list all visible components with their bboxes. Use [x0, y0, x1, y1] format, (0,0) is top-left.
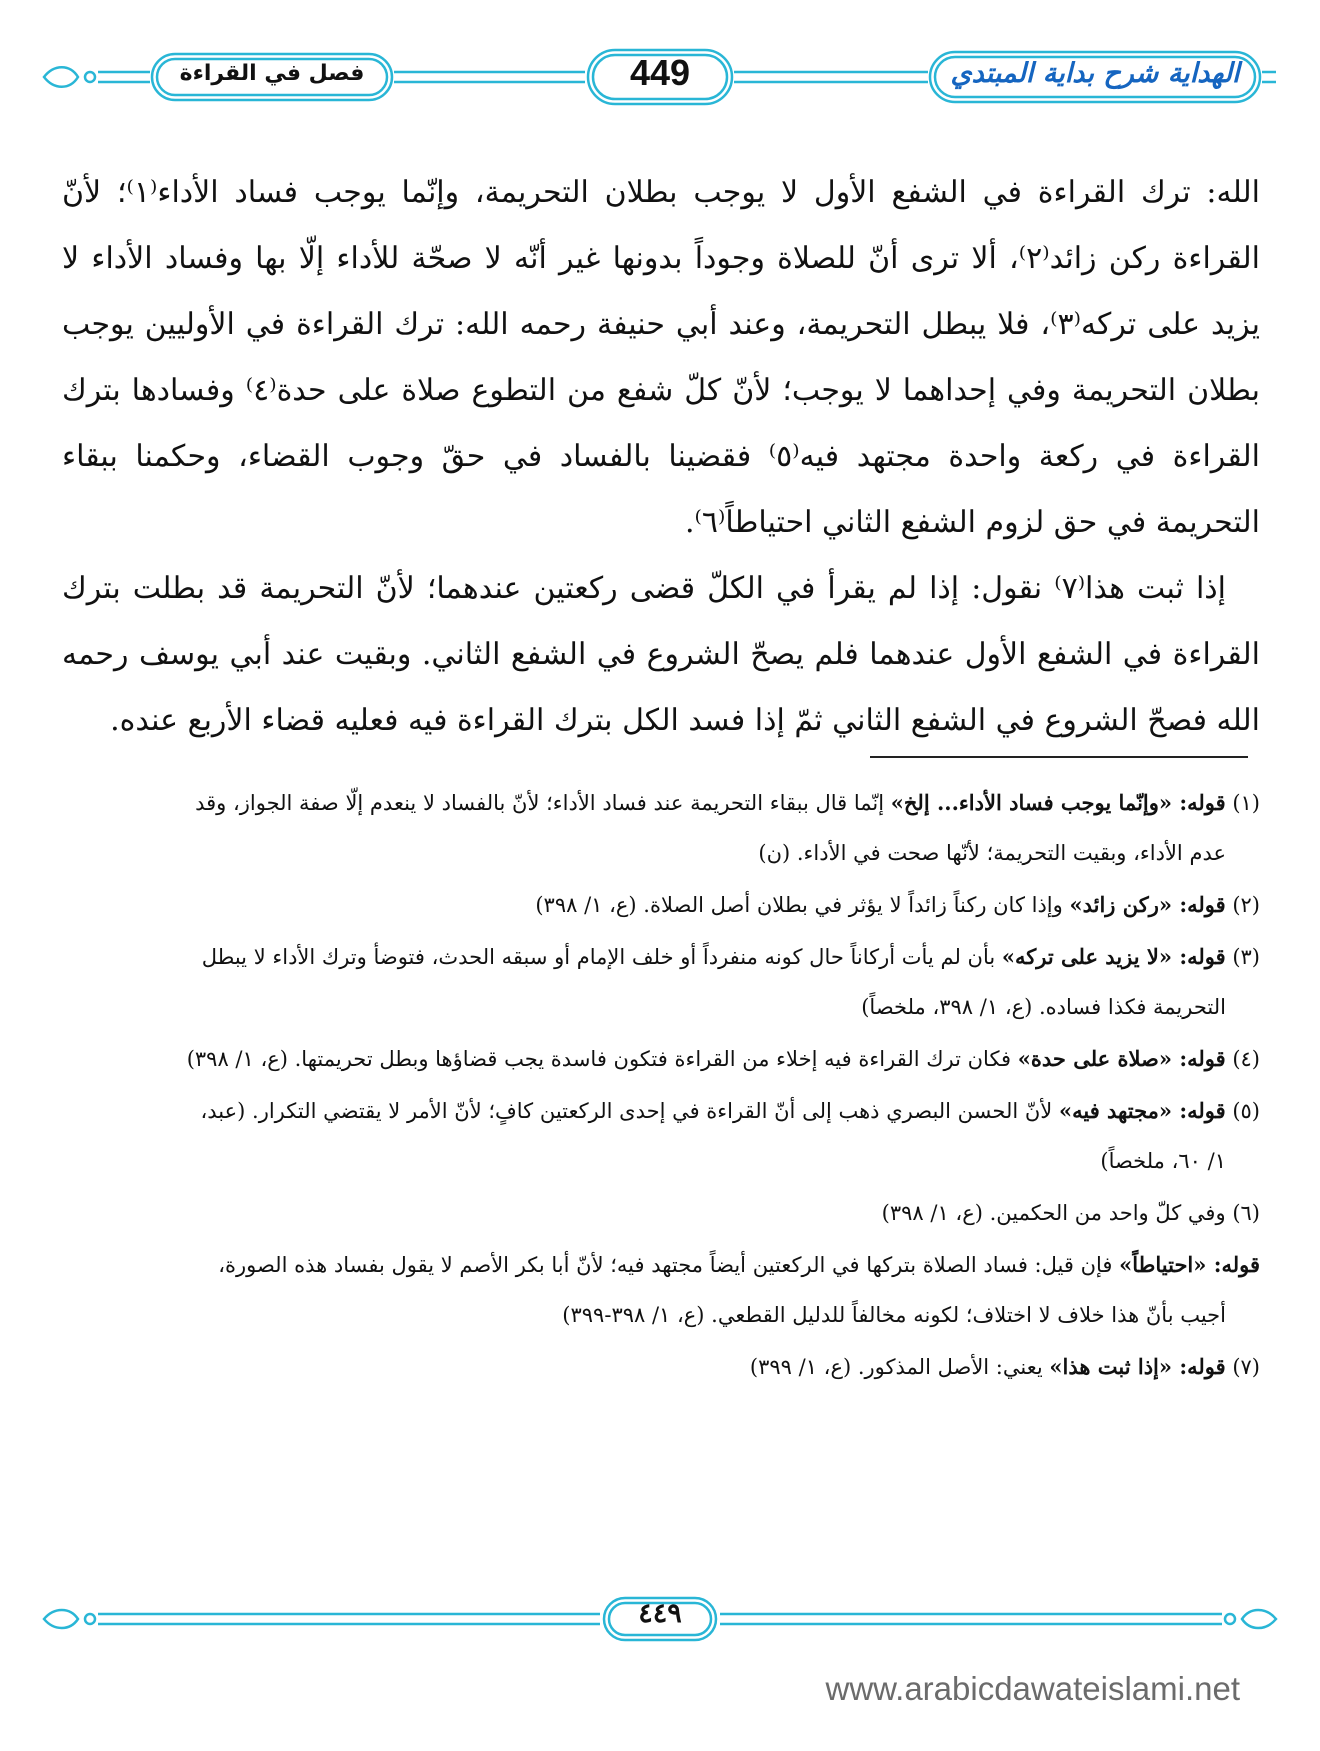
page-footer: [40, 1594, 1280, 1644]
footnote-continuation: أجيب بأنّ هذا خلاف لا اختلاف؛ لكونه مخالفاً للدليل القطعي. (ع، ١/ ٣٩٨-٣٩٩): [562, 1303, 1226, 1327]
footnote: [62, 1240, 1260, 1340]
footnote-separator: [870, 756, 1248, 758]
footnote-continuation: التحريمة فكذا فساده. (ع، ١/ ٣٩٨، ملخصاً): [861, 995, 1226, 1019]
footnote: [62, 1188, 1260, 1238]
footnote-number: (٤): [1232, 1047, 1260, 1071]
body-paragraph: إذا ثبت هذا⁽٧⁾ نقول: إذا لم يقرأ في الكلّ قضى ركعتين عندهما؛ لأنّ التحريمة قد بطلت بترك القراءة في الشفع الأول عندهما فلم يصحّ الشروع في الشفع الثاني. وبقيت عند أبي يوسف رحمه الله فصحّ الشروع في الشفع الثاني ثمّ إذا فسد الكل بترك القراءة فيه فعليه قضاء الأربع عنده.: [62, 571, 1260, 738]
footnote: [62, 880, 1260, 930]
footnote-text: وفي كلّ واحد من الحكمين. (ع، ١/ ٣٩٨): [881, 1201, 1226, 1225]
footnote-text: فإن قيل: فساد الصلاة بتركها في الركعتين أيضاً مجتهد فيه؛ لأنّ أبا بكر الأصم لا يقول بفساد هذه الصورة،: [218, 1253, 1113, 1277]
footer-page-number: ٤٤٩: [638, 1598, 682, 1629]
footnote-label: قوله: «ركن زائد»: [1069, 892, 1226, 917]
page-number: 449: [629, 52, 691, 93]
footnote-number: (٣): [1232, 945, 1260, 969]
footnote-number: (١): [1232, 791, 1260, 815]
body-paragraph: الله: ترك القراءة في الشفع الأول لا يوجب بطلان التحريمة، وإنّما يوجب فساد الأداء⁽١⁾؛ لأنّ القراءة ركن زائد⁽٢⁾، ألا ترى أنّ للصلاة وجوداً بدونها غير أنّه لا صحّة للأداء إلّا بها وفساد الأداء لا يزيد على تركه⁽٣⁾، فلا يبطل التحريمة، وعند أبي حنيفة رحمه الله: ترك القراءة في الأوليين يوجب بطلان التحريمة وفي إحداهما لا يوجب؛ لأنّ كلّ شفع من التطوع صلاة على حدة⁽٤⁾ وفسادها بترك القراءة في ركعة واحدة مجتهد فيه⁽٥⁾ فقضينا بالفساد في حقّ وجوب القضاء، وحكمنا ببقاء التحريمة في حق لزوم الشفع الثاني احتياطاً⁽٦⁾.: [62, 175, 1261, 540]
main-text: [62, 160, 1260, 754]
page-header: [40, 44, 1280, 110]
footnote: [62, 1034, 1260, 1084]
footnote-text: لأنّ الحسن البصري ذهب إلى أنّ القراءة في إحدى الركعتين كافٍ؛ لأنّ الأمر لا يقتضي التكرار. (عبد،: [200, 1099, 1053, 1123]
footnote: [62, 1086, 1260, 1186]
footnote-label: قوله: «مجتهد فيه»: [1058, 1098, 1226, 1123]
footnote: [62, 778, 1260, 878]
book-title: الهداية شرح بداية المبتدي: [950, 58, 1240, 89]
footnote-text: فكان ترك القراءة فيه إخلاء من القراءة فتكون فاسدة يجب قضاؤها وبطل تحريمتها. (ع، ١/ ٣٩٨): [186, 1047, 1012, 1071]
footnote-text: بأن لم يأت أركاناً حال كونه منفرداً أو خلف الإمام أو سبقه الحدث، فتوضأ وترك الأداء لا يبطل: [201, 945, 996, 969]
footnotes: [62, 776, 1260, 1394]
footnote-label: قوله: «لا يزيد على تركه»: [1001, 944, 1226, 969]
footnote-label: قوله: «احتياطاً»: [1119, 1252, 1260, 1277]
website-link[interactable]: www.arabicdawateislami.net: [825, 1670, 1240, 1707]
footnote-label: قوله: «إذا ثبت هذا»: [1049, 1354, 1226, 1379]
footnote-label: قوله: «صلاة على حدة»: [1017, 1046, 1226, 1071]
footnote-continuation: ١/ ٦٠، ملخصاً): [1100, 1149, 1226, 1173]
footnote-number: (٥): [1232, 1099, 1260, 1123]
footnote: [62, 1342, 1260, 1392]
footnote-text: يعني: الأصل المذكور. (ع، ١/ ٣٩٩): [749, 1355, 1043, 1379]
footnote-continuation: عدم الأداء، وبقيت التحريمة؛ لأنّها صحت في الأداء. (ن): [758, 841, 1226, 865]
footnote-number: (٢): [1232, 893, 1260, 917]
footnote-label: قوله: «وإنّما يوجب فساد الأداء... إلخ»: [890, 790, 1226, 815]
footnote: [62, 932, 1260, 1032]
footnote-text: إنّما قال ببقاء التحريمة عند فساد الأداء؛ لأنّ بالفساد لا ينعدم إلّا صفة الجواز، وقد: [195, 791, 885, 815]
chapter-title: فصل في القراءة: [179, 61, 365, 86]
footnote-text: وإذا كان ركناً زائداً لا يؤثر في بطلان أصل الصلاة. (ع، ١/ ٣٩٨): [535, 893, 1063, 917]
footnote-number: (٧): [1232, 1355, 1260, 1379]
footnote-number: (٦): [1232, 1201, 1260, 1225]
